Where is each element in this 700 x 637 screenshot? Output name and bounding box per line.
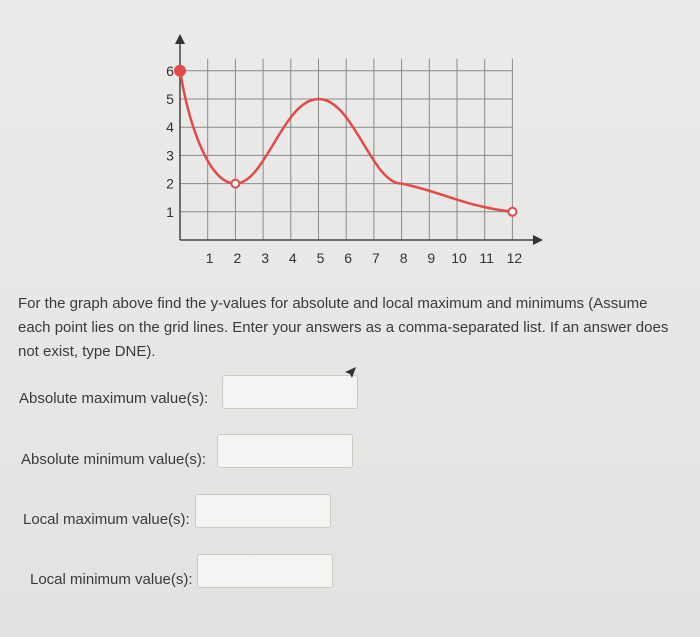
x-tick-label: 7 — [372, 250, 380, 266]
x-axis-arrow — [533, 235, 543, 245]
y-tick-label: 2 — [166, 175, 174, 192]
y-tick-label: 5 — [166, 91, 174, 107]
x-tick-label: 12 — [506, 250, 523, 266]
local-minimum-label: Local minimum value(s): — [30, 571, 193, 588]
x-tick-label: 2 — [233, 250, 242, 266]
x-tick-label: 9 — [427, 250, 436, 266]
absolute-maximum-label: Absolute maximum value(s): — [19, 390, 209, 407]
open-point — [231, 180, 239, 188]
y-tick-label: 6 — [166, 62, 174, 79]
y-tick-labels — [166, 63, 174, 220]
function-graph — [0, 0, 700, 280]
grid — [180, 59, 512, 240]
y-tick-label: 3 — [166, 147, 174, 164]
axes — [175, 34, 543, 245]
x-tick-label: 4 — [288, 250, 297, 266]
x-tick-label: 5 — [316, 250, 325, 266]
y-axis-arrow — [175, 34, 185, 44]
x-tick-label: 10 — [451, 250, 467, 266]
y-tick-label: 4 — [166, 119, 174, 136]
absolute-minimum-input[interactable] — [217, 434, 353, 468]
local-maximum-input[interactable] — [195, 494, 331, 528]
x-tick-labels — [206, 250, 523, 266]
x-tick-label: 8 — [399, 250, 408, 266]
local-minimum-input[interactable] — [197, 554, 333, 588]
x-tick-label: 6 — [344, 250, 353, 266]
x-tick-label: 3 — [261, 250, 269, 266]
absolute-minimum-label: Absolute minimum value(s): — [21, 451, 207, 468]
closed-point — [175, 66, 185, 76]
x-tick-label: 1 — [205, 250, 214, 266]
absolute-maximum-input[interactable] — [222, 375, 358, 409]
y-tick-label: 1 — [166, 203, 174, 220]
x-tick-label: 11 — [479, 250, 494, 266]
local-maximum-label: Local maximum value(s): — [23, 511, 190, 528]
question-text: For the graph above find the y-values for absolute and local maximum and minimums (Assume each point lies on the grid lines. Enter your answers as a comma-separated list. If an answer does not exist, type DNE). — [18, 295, 669, 360]
mouse-cursor-icon — [344, 366, 358, 380]
open-point — [508, 208, 516, 216]
